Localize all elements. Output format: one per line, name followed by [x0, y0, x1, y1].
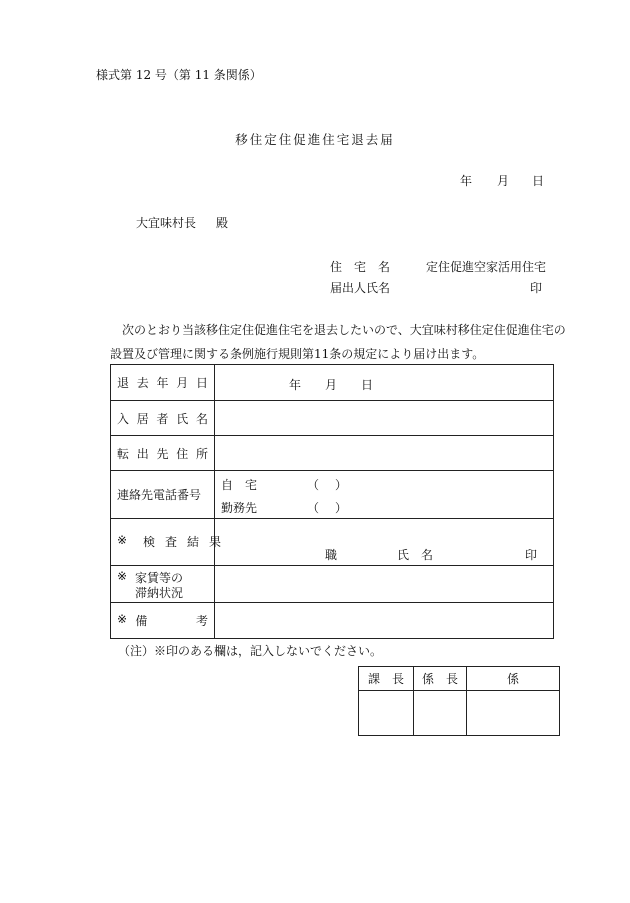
contact-label-text: 連絡先電話番号	[117, 488, 202, 502]
resident-name-text	[117, 410, 214, 427]
page-title: 移住定住促進住宅退去届	[235, 132, 395, 147]
remarks-mark: ※	[117, 612, 128, 626]
statement: 次のとおり当該移住定住促進住宅を退去したいので、大宜味村移住定住促進住宅の設置及び管理に関する条例施行規則第11条の規定により届け出ます。	[110, 323, 566, 361]
addressee-honorific: 殿	[216, 216, 229, 230]
move-out-month: 月	[325, 378, 338, 392]
inspection-mark: ※	[117, 533, 128, 547]
contact-work-label: 勤務先	[221, 501, 258, 515]
residence-label: 住 宅 名	[330, 260, 391, 274]
date-month: 月	[497, 174, 510, 188]
applicant-seal: 印	[530, 281, 543, 295]
contact-label	[111, 471, 215, 519]
arrears-label-line2: 滞納状況	[135, 586, 184, 600]
contact-home-label: 自 宅	[221, 478, 258, 492]
move-out-date-field[interactable]	[215, 365, 554, 401]
label-char: 年	[156, 376, 169, 390]
arrears-label	[111, 566, 215, 603]
remarks-char-2: 考	[195, 614, 208, 628]
stamp-header-subchief: 係 長	[414, 667, 467, 691]
table-row	[111, 401, 554, 436]
stamp-cell-subchief[interactable]	[414, 691, 467, 736]
label-char: 月	[176, 376, 189, 390]
label-char: 出	[136, 446, 149, 461]
table-row	[111, 603, 554, 639]
table-row	[111, 365, 554, 401]
arrears-field[interactable]	[215, 566, 554, 603]
inspection-label	[111, 519, 232, 566]
contact-home-paren-open: （	[307, 478, 320, 492]
addressee-name: 大宜味村長	[136, 216, 197, 230]
addressee	[136, 214, 228, 231]
residence-value: 定住促進空家活用住宅	[426, 260, 547, 274]
new-address-field[interactable]	[215, 436, 554, 471]
label-char: 転	[117, 446, 130, 461]
stamp-header-chief: 課 長	[359, 667, 414, 691]
table-row	[111, 519, 554, 566]
remarks-char-1: 備	[135, 614, 148, 628]
move-out-date-label	[111, 365, 215, 401]
label-char: 去	[136, 376, 149, 390]
label-char: 氏	[176, 411, 189, 426]
new-address-text	[117, 445, 214, 462]
inspection-name: 氏 名	[397, 548, 434, 562]
label-char: 住	[176, 446, 189, 461]
label-char: 退	[117, 376, 130, 390]
move-out-date-text	[117, 374, 214, 391]
label-char: 居	[136, 411, 149, 426]
arrears-mark: ※	[117, 569, 128, 583]
date-day: 日	[532, 174, 545, 188]
remarks-label-text	[117, 612, 214, 629]
inspection-label-text: 検査結果	[143, 535, 232, 549]
contact-work-paren-open: （	[307, 501, 320, 515]
stamp-cell-staff[interactable]	[467, 691, 560, 736]
remarks-label	[111, 603, 215, 639]
table-row	[111, 471, 554, 519]
applicant-name-label: 届出人氏名	[330, 281, 391, 295]
note: （注）※印のある欄は，記入しないでください。	[118, 644, 383, 658]
stamp-header-row	[359, 667, 560, 691]
withdrawal-form-table	[110, 364, 554, 639]
contact-field[interactable]	[215, 471, 554, 519]
label-char: 所	[195, 446, 208, 461]
arrears-label-line1: 家賃等の	[135, 571, 184, 585]
inspection-title: 職	[325, 548, 338, 562]
label-char: 先	[156, 446, 169, 461]
date-year: 年	[460, 174, 473, 188]
label-char: 名	[195, 411, 208, 426]
label-char: 者	[156, 411, 169, 426]
move-out-year: 年	[289, 378, 302, 392]
inspection-field[interactable]	[215, 519, 554, 566]
contact-home-paren-close: ）	[335, 478, 348, 492]
inspection-seal: 印	[525, 548, 538, 562]
remarks-field[interactable]	[215, 603, 554, 639]
stamp-header-staff: 係	[467, 667, 560, 691]
new-address-label	[111, 436, 215, 471]
approval-stamp-box	[358, 666, 560, 736]
form-number: 様式第 12 号（第 11 条関係）	[96, 68, 262, 82]
move-out-day: 日	[361, 378, 374, 392]
table-row	[111, 566, 554, 603]
contact-work-paren-close: ）	[335, 501, 348, 515]
stamp-row	[359, 691, 560, 736]
table-row	[111, 436, 554, 471]
stamp-cell-chief[interactable]	[359, 691, 414, 736]
resident-name-label	[111, 401, 215, 436]
label-char: 日	[195, 376, 208, 390]
resident-name-field[interactable]	[215, 401, 554, 436]
label-char: 入	[117, 411, 130, 426]
